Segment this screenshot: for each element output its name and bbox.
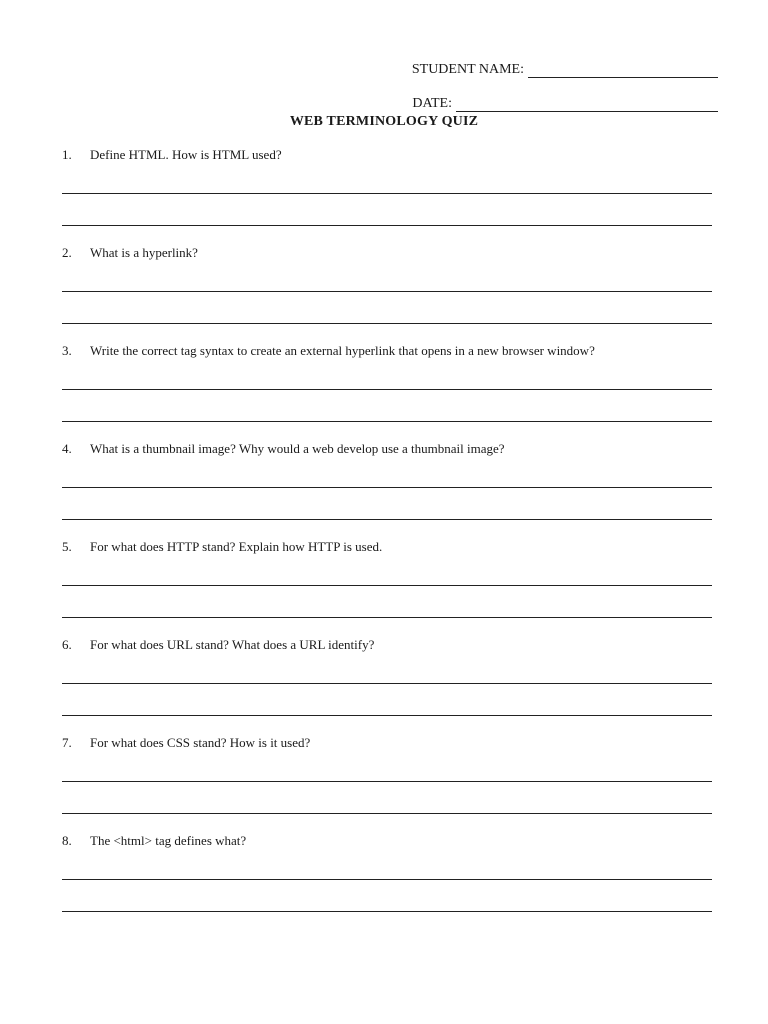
question-text: The <html> tag defines what?: [90, 833, 247, 848]
answer-line[interactable]: [62, 519, 712, 520]
answer-line[interactable]: [62, 585, 712, 586]
question-text: For what does CSS stand? How is it used?: [90, 735, 311, 750]
date-row: [412, 96, 718, 112]
question-number: 1.: [62, 147, 72, 162]
student-name-field[interactable]: [528, 63, 718, 78]
question-5: [62, 539, 712, 555]
question-text: What is a hyperlink?: [90, 245, 198, 260]
answer-line[interactable]: [62, 683, 712, 684]
quiz-title: WEB TERMINOLOGY QUIZ: [289, 114, 479, 129]
answer-line[interactable]: [62, 225, 712, 226]
answer-line[interactable]: [62, 291, 712, 292]
question-number: 6.: [62, 637, 72, 652]
answer-line[interactable]: [62, 193, 712, 194]
question-8: [62, 833, 712, 849]
answer-line[interactable]: [62, 617, 712, 618]
question-text: Write the correct tag syntax to create an external hyperlink that opens in a new browser window?: [90, 343, 595, 358]
student-name-label: STUDENT NAME:: [411, 62, 524, 77]
answer-line[interactable]: [62, 781, 712, 782]
question-number: 5.: [62, 539, 72, 554]
answer-line[interactable]: [62, 487, 712, 488]
question-text: For what does HTTP stand? Explain how HTTP is used.: [90, 539, 383, 554]
question-number: 7.: [62, 735, 72, 750]
question-text: For what does URL stand? What does a URL identify?: [90, 637, 375, 652]
question-2: [62, 245, 712, 261]
question-number: 4.: [62, 441, 72, 456]
answer-line[interactable]: [62, 813, 712, 814]
answer-line[interactable]: [62, 879, 712, 880]
answer-line[interactable]: [62, 715, 712, 716]
answer-line[interactable]: [62, 911, 712, 912]
answer-line[interactable]: [62, 421, 712, 422]
question-text: Define HTML. How is HTML used?: [90, 147, 282, 162]
question-3: [62, 343, 712, 359]
answer-line[interactable]: [62, 323, 712, 324]
question-1: [62, 147, 712, 163]
question-number: 8.: [62, 833, 72, 848]
question-6: [62, 637, 712, 653]
question-number: 2.: [62, 245, 72, 260]
question-number: 3.: [62, 343, 72, 358]
question-7: [62, 735, 712, 751]
date-label: DATE:: [412, 96, 452, 111]
date-field[interactable]: [456, 97, 718, 112]
question-4: [62, 441, 712, 457]
question-text: What is a thumbnail image? Why would a web develop use a thumbnail image?: [90, 441, 505, 456]
answer-line[interactable]: [62, 389, 712, 390]
student-name-row: [412, 62, 718, 78]
